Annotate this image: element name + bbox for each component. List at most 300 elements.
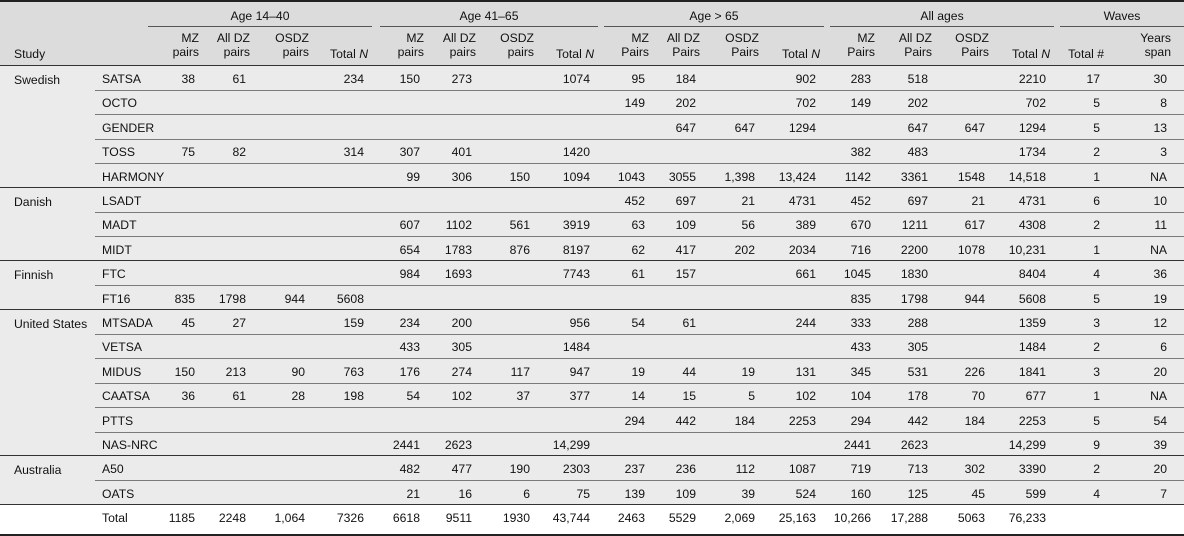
subheader-line: Years [1140,31,1171,45]
table-cell: 2200 [900,242,928,257]
study-name: CAATSA [102,389,150,404]
table-cell: 2441 [843,438,871,452]
group-header: Age > 65 [689,9,739,23]
table-cell: 483 [907,145,928,160]
table-cell: 876 [509,242,530,257]
column-subheader [701,31,759,59]
table-cell: 389 [795,218,816,233]
table-cell: 3361 [900,169,928,184]
subheader-line: N [585,47,594,61]
table-cell: 184 [964,413,985,428]
subheader-line [762,47,820,61]
table-cell: 6 [1160,340,1167,355]
table-cell: 21 [741,194,755,208]
table-cell: 482 [399,462,420,477]
table-cell: 697 [675,194,696,208]
bottom-rule [0,534,1184,536]
column-subheader [366,31,424,59]
subheader-line: Pairs [847,45,875,59]
table-cell: 433 [399,340,420,355]
table-cell: 433 [850,340,871,355]
subheader-line: pairs [449,45,476,59]
column-subheader [591,31,649,59]
table-cell: 13,424 [778,169,816,184]
category-label: Swedish [14,73,61,87]
subheader-line: MZ [631,31,649,45]
table-cell: 39 [1153,438,1167,452]
subheader-line: All DZ [442,31,476,45]
row-divider [95,212,1184,213]
table-cell: 149 [624,96,645,111]
table-cell: 716 [850,242,871,257]
group-underline [604,26,824,27]
subheader-line: OSDZ [500,31,534,45]
total-cell: 5063 [957,511,985,526]
table-cell: 36 [181,389,195,404]
subheader-line: Pairs [621,45,649,59]
table-cell: 5 [748,389,755,404]
table-cell: 150 [174,364,195,379]
subheader-text: Total [330,47,360,61]
table-cell: 1 [1093,389,1100,404]
subheader-line: pairs [282,45,309,59]
column-subheader [536,47,594,61]
table-cell: 125 [907,486,928,501]
subheader-line: pairs [223,45,250,59]
subheader-line: MZ [857,31,875,45]
table-cell: 236 [675,462,696,477]
table-cell: 19 [1153,291,1167,306]
table-cell: 8197 [562,242,590,257]
group-header: Waves [1103,9,1141,23]
group-underline [830,26,1054,27]
total-cell: 5529 [668,511,696,526]
table-cell: 3055 [668,169,696,184]
column-subheader [1113,31,1171,59]
study-name: SATSA [102,72,142,86]
row-divider [95,139,1184,140]
table-cell: 2303 [562,462,590,477]
table-cell: 3 [1093,364,1100,379]
table-cell: 95 [631,72,645,86]
table-cell: 345 [850,364,871,379]
table-cell: 20 [1153,462,1167,477]
table-cell: 202 [734,242,755,257]
table-cell: 14 [631,389,645,404]
table-cell: 1294 [1018,120,1046,135]
table-cell: 159 [343,316,364,330]
table-cell: 661 [795,267,816,282]
table-cell: 6 [523,486,530,501]
table-cell: 7 [1160,486,1167,501]
study-name: PTTS [102,413,134,428]
table-cell: 452 [624,194,645,208]
table-cell: 21 [406,486,420,501]
study-name: MTSADA [102,316,153,330]
table-cell: 944 [284,291,305,306]
total-cell: 6618 [392,511,420,526]
column-subheader [874,31,932,59]
table-cell: 213 [225,364,246,379]
table-cell: 377 [569,389,590,404]
table-cell: 117 [510,364,530,379]
table-cell: 647 [675,120,696,135]
table-cell: 1420 [562,145,590,160]
table-cell: 294 [624,413,645,428]
table-cell: 452 [850,194,871,208]
table-cell: 1359 [1018,316,1046,330]
table-cell: 4731 [788,194,816,208]
table-cell: 670 [850,218,871,233]
table-cell: 1078 [957,242,985,257]
table-cell: 442 [675,413,696,428]
table-cell: 82 [232,145,246,160]
study-name: A50 [102,462,124,477]
subheader-line: pairs [172,45,199,59]
table-cell: 274 [451,364,472,379]
total-cell: 7326 [336,511,364,526]
table-cell: 835 [850,291,871,306]
table-cell: 13 [1153,120,1167,135]
table-cell: 524 [795,486,816,501]
subheader-line: pairs [507,45,534,59]
table-cell: 14,299 [552,438,590,452]
total-cell: 1185 [168,511,195,526]
table-cell: 70 [971,389,985,404]
table-cell: 835 [174,291,195,306]
table-cell: 157 [675,267,696,282]
table-cell: 1 [1093,169,1100,184]
row-divider [95,163,1184,164]
total-label: Total [102,511,128,526]
row-divider [95,480,1184,481]
table-cell: 4731 [1018,194,1046,208]
row-divider [95,90,1184,91]
subheader-line [992,47,1050,61]
table-cell: 3919 [562,218,590,233]
table-cell: 306 [451,169,472,184]
column-subheader [762,47,820,61]
table-cell: 54 [1153,413,1167,428]
table-cell: 2034 [788,242,816,257]
table-cell: 5 [1093,96,1100,111]
subheader-line: OSDZ [275,31,309,45]
table-cell: 234 [343,72,364,86]
table-cell: 702 [1025,96,1046,111]
table-cell: 6 [1093,194,1100,208]
table-cell: 150 [509,169,530,184]
column-subheader [931,31,989,59]
table-cell: 10 [1153,194,1167,208]
column-subheader [251,31,309,59]
table-cell: 102 [795,389,816,404]
study-name: OCTO [102,96,137,111]
table-cell: 237 [624,462,645,477]
column-subheader [642,31,700,59]
study-name: HARMONY [102,169,165,184]
table-cell: 1798 [218,291,246,306]
table-cell: 2623 [900,438,928,452]
table-cell: 3 [1093,316,1100,330]
table-cell: 8404 [1018,267,1046,282]
table-cell: 1783 [444,242,472,257]
table-cell: 947 [569,364,590,379]
table-cell: 1484 [1018,340,1046,355]
category-label: Australia [14,463,62,478]
table-cell: NA [1150,389,1167,404]
table-cell: 305 [451,340,472,355]
total-cell: 10,266 [833,511,871,526]
table-cell: 150 [399,72,420,86]
subheader-text: Total [1012,47,1042,61]
table-cell: 4308 [1018,218,1046,233]
table-cell: 1294 [788,120,816,135]
table-cell: 944 [964,291,985,306]
table-cell: 697 [907,194,928,208]
table-cell: 1830 [900,267,928,282]
total-cell: 17,288 [890,511,928,526]
column-subheader [817,31,875,59]
table-cell: 198 [343,389,364,404]
table-cell: 719 [850,462,871,477]
table-cell: 956 [569,316,590,330]
study-name: FTC [102,267,126,282]
table-cell: 5 [1093,120,1100,135]
column-subheader [141,31,199,59]
table-cell: 202 [907,96,928,111]
table-cell: 442 [907,413,928,428]
table-cell: 401 [451,145,472,160]
subheader-line: All DZ [898,31,932,45]
table-cell: 12 [1153,316,1167,330]
table-cell: 1211 [901,218,928,233]
table-cell: 2253 [788,413,816,428]
table-cell: 333 [850,316,871,330]
row-divider [95,285,1184,286]
table-cell: 45 [181,316,195,330]
table-cell: 226 [964,364,985,379]
table-cell: 61 [631,267,645,282]
table-cell: 2623 [444,438,472,452]
table-cell: 677 [1025,389,1046,404]
study-name: MADT [102,218,137,233]
table-cell: 294 [850,413,871,428]
table-cell: 30 [1153,72,1167,86]
table-cell: 7743 [562,267,590,282]
table-cell: 19 [741,364,755,379]
table-cell: 90 [291,364,305,379]
subheader-line: All DZ [666,31,700,45]
table-cell: 302 [964,462,985,477]
row-divider [95,236,1184,237]
table-cell: 561 [509,218,530,233]
table-cell: 531 [907,364,928,379]
table-cell: 1 [1093,242,1100,257]
table-cell: 307 [399,145,420,160]
column-subheader [192,31,250,59]
table-cell: 56 [741,218,755,233]
subheader-line: MZ [406,31,424,45]
subheader-line: Pairs [904,45,932,59]
table-cell: 160 [850,486,871,501]
group-header: Age 14–40 [230,9,290,23]
table-cell: 39 [741,486,755,501]
table-cell: 1,398 [724,169,755,184]
table-cell: 36 [1153,267,1167,282]
table-cell: 1094 [562,169,590,184]
group-underline [1060,26,1184,27]
total-cell: 1930 [502,511,530,526]
category-label: United States [14,317,88,331]
total-cell: 25,163 [778,511,816,526]
table-cell: 21 [971,194,985,208]
table-cell: 4 [1093,486,1100,501]
group-underline [380,26,598,27]
table-cell: 54 [631,316,645,330]
table-cell: 15 [682,389,696,404]
study-column-header: Study [14,47,46,61]
table-cell: 599 [1025,486,1046,501]
table-cell: 37 [516,389,530,404]
table-cell: 1142 [844,169,871,184]
category-divider [0,504,1184,505]
table-cell: 477 [451,462,472,477]
table-cell: 5 [1093,291,1100,306]
table-cell: 27 [232,316,246,330]
total-cell: 9511 [445,511,472,526]
table-cell: 314 [343,145,364,160]
table-cell: 178 [907,389,928,404]
table-cell: 417 [675,242,696,257]
table-cell: 112 [735,462,755,477]
table-cell: 5 [1093,413,1100,428]
table-cell: 518 [907,72,928,86]
table-cell: 382 [850,145,871,160]
table-cell: 984 [399,267,420,282]
table-cell: 61 [232,389,246,404]
table-cell: 4 [1093,267,1100,282]
subheader-line [536,47,594,61]
group-underline [148,26,372,27]
column-subheader [310,47,368,61]
table-cell: 14,299 [1008,438,1046,452]
table-cell: 109 [675,486,696,501]
table-cell: 8 [1160,96,1167,111]
table-cell: 149 [850,96,871,111]
study-name: MIDUS [102,364,142,379]
table-cell: 617 [964,218,985,233]
column-subheader [992,47,1050,61]
study-name: NAS-NRC [102,438,158,452]
total-cell: 76,233 [1008,511,1046,526]
row-divider [95,114,1184,115]
table-cell: 184 [675,72,696,86]
top-rule [0,0,1184,2]
row-divider [95,432,1184,433]
table-cell: 713 [907,462,928,477]
column-subheader [476,31,534,59]
subheader-line: Pairs [731,45,759,59]
table-cell: NA [1150,242,1167,257]
table-cell: 184 [734,413,755,428]
total-cell: 2463 [617,511,645,526]
subheader-line: OSDZ [955,31,989,45]
table-cell: 16 [458,486,472,501]
row-divider [95,407,1184,408]
subheader-line: N [359,47,368,61]
table-cell: 202 [675,96,696,111]
group-header: All ages [920,9,964,23]
subheader-line: OSDZ [725,31,759,45]
table-cell: 17 [1086,72,1100,86]
study-name: MIDT [102,242,132,257]
column-subheader [418,31,476,59]
table-cell: 14,518 [1008,169,1046,184]
subheader-line: span [1144,45,1171,59]
table-cell: 200 [451,316,472,330]
table-cell: 38 [181,72,195,86]
table-cell: 607 [399,218,420,233]
table-cell: 63 [631,218,645,233]
study-name: LSADT [102,194,142,208]
table-cell: 5608 [1018,291,1046,306]
table-cell: 20 [1153,364,1167,379]
subheader-line: pairs [397,45,424,59]
total-cell: 2248 [218,511,246,526]
table-cell: 1798 [900,291,928,306]
table-cell: 1734 [1018,145,1046,160]
table-cell: 763 [343,364,364,379]
table-cell: 102 [451,389,472,404]
table-cell: 131 [795,364,816,379]
study-name: TOSS [102,145,135,160]
row-divider [95,383,1184,384]
table-cell: 1548 [957,169,985,184]
subheader-line: N [1041,47,1050,61]
table-cell: 5608 [336,291,364,306]
table-cell: 305 [907,340,928,355]
table-cell: 61 [232,72,246,86]
table-cell: 283 [850,72,871,86]
table-cell: 1043 [617,169,645,184]
table-cell: 1484 [562,340,590,355]
subheader-text: Total [782,47,812,61]
row-divider [95,358,1184,359]
table-cell: 2 [1093,340,1100,355]
table-cell: 234 [399,316,420,330]
table-cell: 19 [631,364,645,379]
table-cell: 3390 [1018,462,1046,477]
table-cell: 3 [1160,145,1167,160]
column-subheader [1046,47,1104,61]
table-cell: 44 [682,364,696,379]
table-cell: 62 [631,242,645,257]
table-cell: 190 [509,462,530,477]
table-cell: 1074 [562,72,590,86]
table-cell: 54 [406,389,420,404]
table-cell: 1087 [788,462,816,477]
table-cell: 1045 [843,267,871,282]
subheader-line: Pairs [672,45,700,59]
total-cell: 2,069 [724,511,755,526]
table-cell: 61 [682,316,696,330]
subheader-line: All DZ [216,31,250,45]
table-cell: 2441 [392,438,420,452]
table-cell: 75 [576,486,590,501]
subheader-line [310,47,368,61]
subheader-line: MZ [181,31,199,45]
study-name: OATS [102,486,135,501]
